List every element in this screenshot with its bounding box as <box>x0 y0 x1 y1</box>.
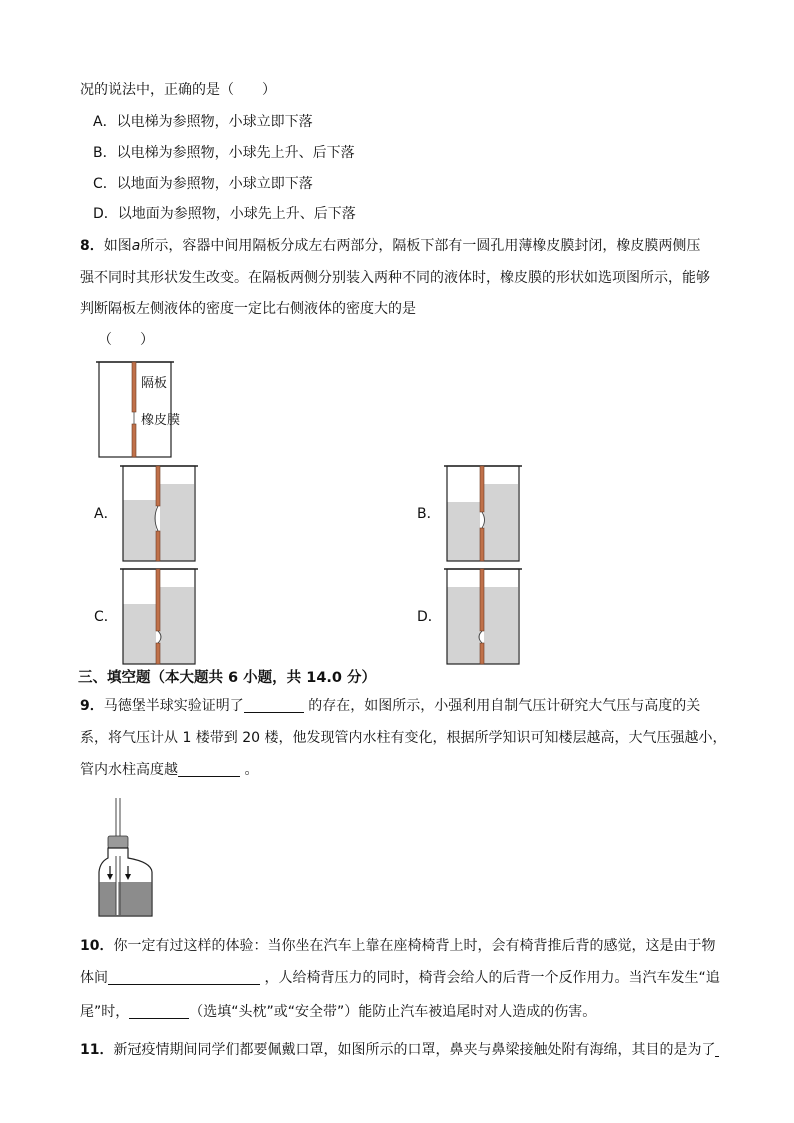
q9-line-2: 系，将气压计从 1 楼带到 20 楼，他发现管内水柱有变化，根据所学知识可知楼层越高，大气压强越小， <box>80 730 727 746</box>
q9-barometer-figure <box>96 796 156 920</box>
q8-option-a-label: A． <box>94 506 118 522</box>
q8-option-c-label: C． <box>94 609 118 625</box>
q7-stem-tail: 况的说法中，正确的是（ ） <box>80 82 276 98</box>
q10-number: 10． <box>80 938 114 954</box>
q8-figure-letter: a <box>131 238 141 254</box>
q9-line-1: 9．马德堡半球实验证明了 的存在，如图所示，小强利用自制气压计研究大气压与高度的关 <box>80 698 701 714</box>
q11-line-1: 11．新冠疫情期间同学们都要佩戴口罩，如图所示的口罩，鼻夹与鼻梁接触处附有海绵，其目的是为了 <box>80 1040 719 1060</box>
section-3-title: 三、填空题（本大题共 6 小题，共 14.0 分） <box>78 670 377 686</box>
q11-blank-1[interactable] <box>715 1042 719 1057</box>
q9-line-3: 管内水柱高度越 。 <box>80 762 259 778</box>
q8-answer-paren: （ ） <box>98 332 154 348</box>
q9-blank-2[interactable] <box>178 762 240 777</box>
q8-line-3: 判断隔板左侧液体的密度一定比右侧液体的密度大的是 <box>80 301 416 317</box>
q8-membrane-label: 橡皮膜 <box>141 413 181 428</box>
q8-option-c-figure <box>120 567 200 667</box>
q8-partition-label: 隔板 <box>141 376 168 391</box>
q8-line-1: 8．如图a所示，容器中间用隔板分成左右两部分，隔板下部有一圆孔用薄橡皮膜封闭，橡皮膜两侧压 <box>80 238 701 254</box>
q10-line-1: 10．你一定有过这样的体验：当你坐在汽车上靠在座椅椅背上时，会有椅背推后背的感觉，这是由于物 <box>80 938 716 954</box>
q8-number: 8． <box>80 238 104 254</box>
q10-blank-2[interactable] <box>129 1004 189 1019</box>
q8-figure-a <box>96 360 206 460</box>
q7-option-c: C．以地面为参照物，小球立即下落 <box>93 176 313 192</box>
q8-line-2: 强不同时其形状发生改变。在隔板两侧分别装入两种不同的液体时，橡皮膜的形状如选项图所示，能够 <box>80 270 710 286</box>
q10-line-3: 尾”时， （选填“头枕”或“安全带”）能防止汽车被追尾时对人造成的伤害。 <box>80 1004 597 1020</box>
q7-option-b: B．以电梯为参照物，小球先上升、后下落 <box>93 145 355 161</box>
q7-option-d: D．以地面为参照物，小球先上升、后下落 <box>93 206 356 222</box>
q8-option-b-figure <box>444 464 524 564</box>
q10-blank-1[interactable] <box>108 970 260 985</box>
q11-number: 11． <box>80 1042 114 1058</box>
q8-option-d-figure <box>444 567 524 667</box>
q8-option-a-figure <box>120 464 200 564</box>
q8-option-b-label: B． <box>417 506 441 522</box>
q8-option-d-label: D． <box>417 609 442 625</box>
q9-number: 9． <box>80 698 104 714</box>
q7-option-a: A．以电梯为参照物，小球立即下落 <box>93 114 313 130</box>
q10-line-2: 体间 ，人给椅背压力的同时，椅背会给人的后背一个反作用力。当汽车发生“追 <box>80 970 720 986</box>
q9-blank-1[interactable] <box>244 698 304 713</box>
